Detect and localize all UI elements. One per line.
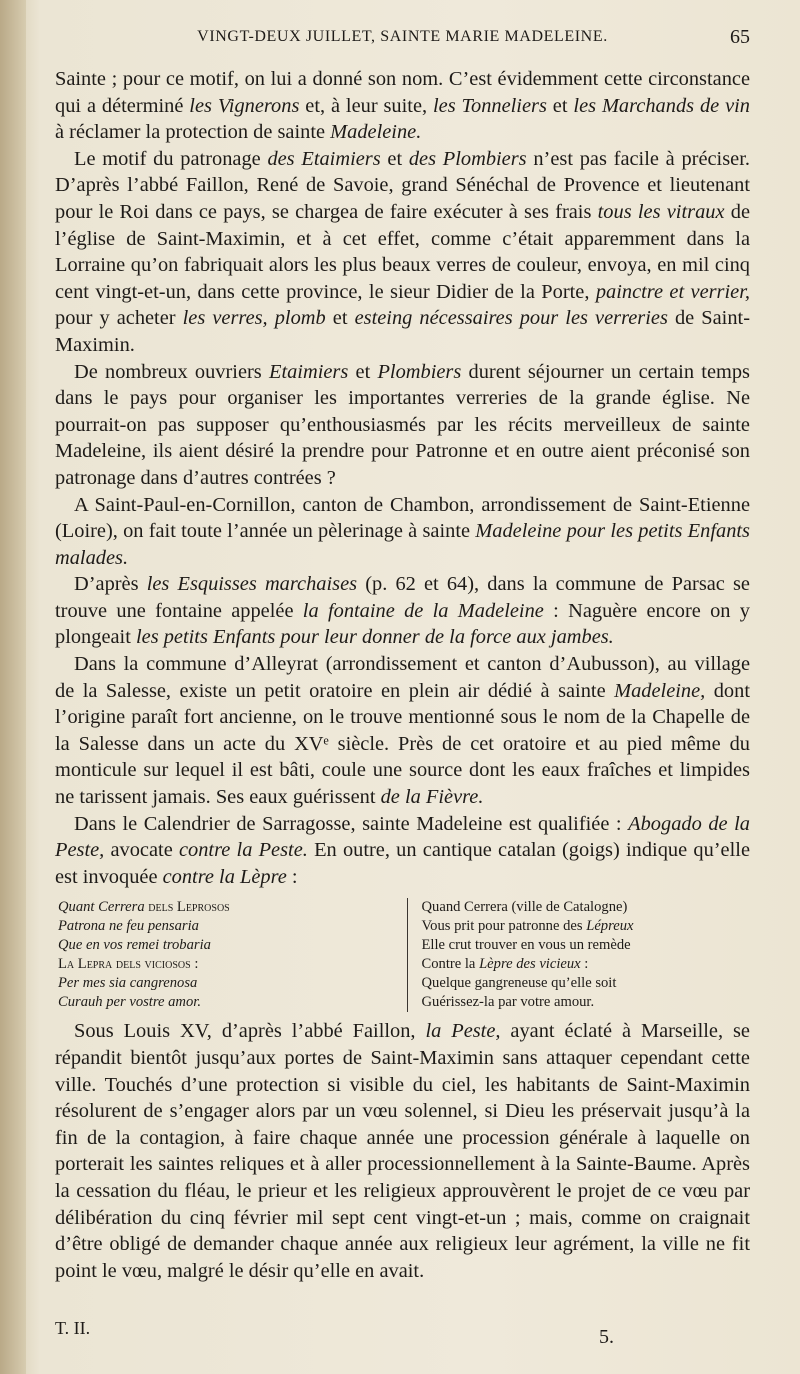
italic-run: Plombiers [377,360,462,383]
text-run: et [380,147,409,170]
italic-run: Madeleine. [330,121,422,144]
text-run: de Saint-Maximin. [55,307,750,356]
paragraph [55,651,750,811]
italic-run: Abogado de la Peste, [55,812,750,862]
italic-run: tous les vitraux [597,200,725,223]
text-run: (p. 62 et 64), dans la commune de Parsac se trouve une fontaine appelée [55,573,750,622]
text-run: A Saint-Paul-en-Cornillon, canton de Chambon, arrondissement de Saint-Etienne (Loire), on fait toute l’année un pèlerinage à sainte [55,493,750,543]
poem-line [422,955,751,974]
italic-run: les Vignerons [189,94,300,117]
poem-line [58,936,387,955]
italic-run: Madeleine pour les petits Enfants malades. [55,520,750,569]
body-text [55,66,750,1284]
text-run: Le motif du patronage [74,147,268,170]
italic-run: les verres, plomb [182,307,326,330]
poem-line [422,936,751,955]
poem-line [58,993,387,1012]
text-run: Quand Cerrera (ville de Catalogne) [421,899,628,916]
poem-line [58,898,387,917]
text-run: pour y acheter [55,307,183,330]
text-run: Dans la commune d’Alleyrat (arrondissement et canton d’Aubusson), au village de la Salesse, existe un petit oratoire en plein air dédié à sainte [55,653,750,702]
text-run: et [348,360,378,383]
text-run: : [286,865,298,888]
page-number: 65 [730,26,750,48]
text-run: Quelque gangreneuse qu’elle soit [421,975,617,992]
text-run: de l’église de Saint-Maximin, et à cet effet, comme c’était apparemment dans la Lorraine qu’on fabriquait alors les plus beaux verres de couleur, envoya, en mil cinq cent vingt-et-un, dans cette province, le sieur Didier de la Porte, [55,200,750,303]
text-run: durent séjourner un certain temps dans le pays pour organiser les importantes verreries de la grande église. Ne pourrait-on pas supposer qu’enthousiasmés par les récits merveilleux de sainte Madeleine, ils aient désiré la prendre pour Patronne et en outre aient préconisé son patronage dans d’autres contrées ? [55,360,750,489]
text-run: et, à leur suite, [299,94,433,117]
paragraph [55,571,750,651]
italic-run: la Peste, [425,1020,501,1043]
italic-run: les Esquisses marchaises [146,573,358,596]
italic-run: contre la Lèpre [162,865,287,888]
paragraph [55,146,750,359]
text-run: dont l’origine paraît fort ancienne, on le trouve mentionné sous le nom de la Chapelle de la Salesse dans un acte du XVᵉ siècle. Près de cet oratoire et au pied même du monticule sur lequel il est bâti, coule une source dont les eaux fraîches et limpides ne tarissent jamais. Ses eaux guérissent [55,679,750,809]
text-run: Patrona ne feu pensaria [58,918,199,935]
volume-signature: T. II. [55,1318,91,1338]
text-run: : Naguère encore on y plongeait [55,599,750,649]
italic-run: painctre et verrier, [595,280,750,303]
small-caps-run: dels Leprosos [148,899,230,916]
poem-line [422,917,751,936]
poem-line [58,974,387,993]
italic-run: les Tonneliers [433,94,547,117]
running-head: VINGT-DEUX JUILLET, SAINTE MARIE MADELEINE. [197,28,608,45]
text-run: Vous prit pour patronne des [421,918,587,935]
text-run: ayant éclaté à Marseille, se répandit bientôt jusqu’aux portes de Saint-Maximin sans attaquer cependant cette ville. Touchés d’une protection si visible du ciel, les habitants de Saint-Maximin résolurent de s’engager alors par un vœu solennel, si Dieu les préservait jusqu’à la fin de la contagion, à faire chaque année une procession générale à laquelle on porterait les saintes reliques et à aller processionnellement à la Sainte-Baume. Après la cessation du fléau, le prieur et les religieux approuvèrent le projet de ce vœu par délibération du cinq février mil sept cent vingt-et-un ; mais, comme on craignait d’être obligé de demander chaque année aux religieux leur agrément, la ville ne fit point le vœu, malgré le désir qu’elle en avait. [55,1020,750,1282]
text-run: et [325,307,355,330]
paragraph [55,811,750,891]
italic-run: la fontaine de la Madeleine [302,599,544,622]
italic-run: Lèpre des vicieux [479,956,581,973]
gathering-signature: 5. [599,1326,614,1348]
italic-run: Lépreux [586,918,634,935]
italic-run: esteing nécessaires pour les verreries [354,307,668,330]
text-run: Dans le Calendrier de Sarragosse, sainte Madeleine est qualifiée : [74,812,629,835]
catalan-poem [55,898,750,1012]
italic-run: les Marchands de vin [573,94,750,117]
text-run: Guérissez-la par votre amour. [421,994,595,1011]
text-run: Que en vos remei trobaria [58,937,211,954]
text-run: avocate [104,839,179,862]
text-run: Elle crut trouver en vous un remède [421,937,631,954]
poem-french-translation [407,898,751,1012]
small-caps-run: La Lepra dels viciosos : [58,956,199,973]
text-run: Sainte ; pour ce motif, on lui a donné son nom. C’est évidemment cette circonstance qui a déterminé [55,68,750,117]
italic-run: contre la Peste. [178,839,308,862]
paragraph [55,66,750,146]
italic-run: les petits Enfants pour leur donner de la force aux jambes. [135,626,614,649]
text-run: De nombreux ouvriers [74,360,269,383]
italic-run: Madeleine, [614,679,706,702]
paragraph-closing [55,1018,750,1284]
text-run: D’après [74,573,147,596]
paragraph [55,492,750,572]
paragraph [55,359,750,492]
poem-original-catalan [55,898,387,1012]
italic-run: des Etaimiers [267,147,381,170]
poem-line [58,917,387,936]
poem-line [422,898,751,917]
page-footer [55,1318,750,1348]
italic-run: Etaimiers [268,360,349,383]
poem-line [422,974,751,993]
poem-line [422,993,751,1012]
text-run: Quant Cerrera [58,899,149,916]
text-run: n’est pas facile à préciser. D’après l’abbé Faillon, René de Savoie, grand Sénéchal de Provence et lieutenant pour le Roi dans ce pays, se chargea de faire exécuter à ses frais [55,147,750,223]
text-run: Per mes sia cangrenosa [58,975,198,992]
text-run: : [580,956,589,973]
italic-run: des Plombiers [408,147,527,170]
text-run: Curauh per vostre amor. [58,994,201,1011]
text-run: Sous Louis XV, d’après l’abbé Faillon, [74,1020,426,1043]
text-run: En outre, un cantique catalan (goigs) indique qu’elle est invoquée [55,839,750,888]
poem-line [58,955,387,974]
text-run: Contre la [421,956,480,973]
book-gutter [0,0,26,1374]
page-header [55,20,750,54]
italic-run: de la Fièvre. [380,786,484,809]
text-run: et [546,94,574,117]
text-run: à réclamer la protection de sainte [55,121,331,144]
